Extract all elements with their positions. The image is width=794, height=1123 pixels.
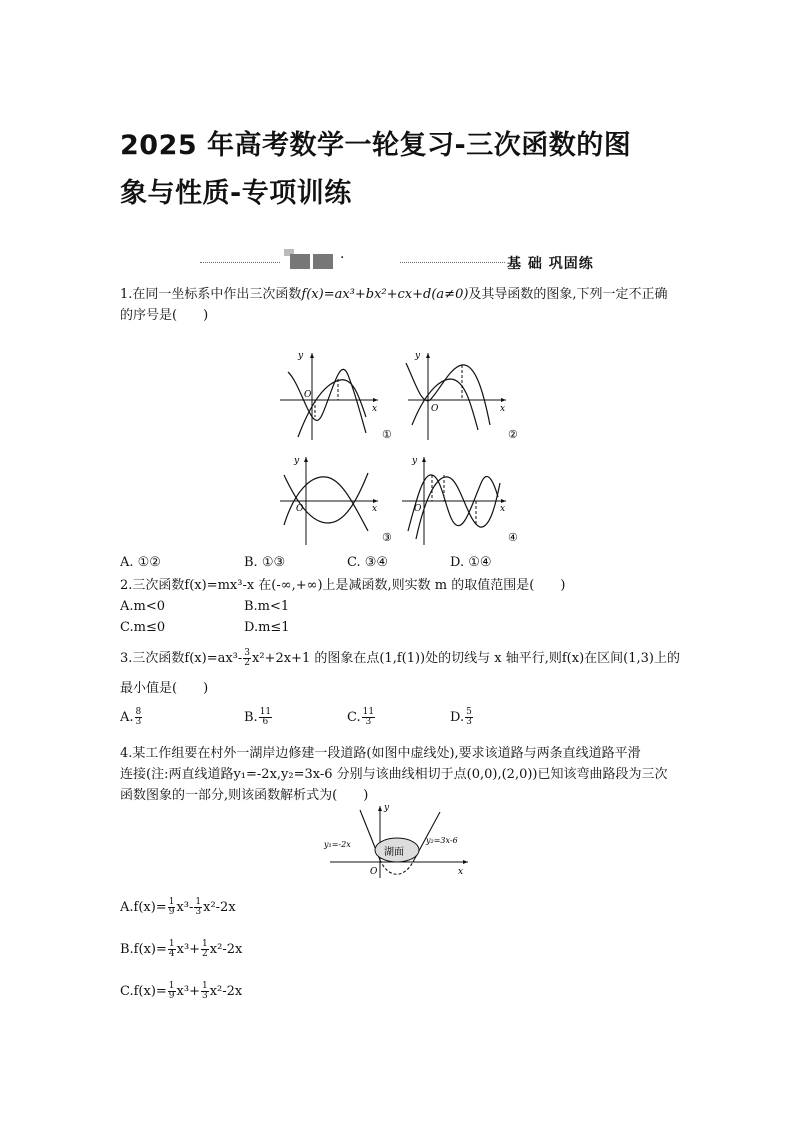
question-1 — [120, 284, 680, 326]
q4-c-frac1 — [168, 982, 176, 1001]
q3-d-prefix: D. — [450, 710, 465, 725]
q4-line-y1: y₁=-2x — [324, 840, 351, 849]
q4-c-prefix: C.f(x)= — [120, 984, 167, 999]
q4-y-label: y — [384, 803, 390, 813]
q4-figure — [320, 800, 480, 882]
q3-d-frac — [465, 708, 473, 727]
figure-4 — [402, 456, 518, 545]
q4-lake-label: 湖面 — [384, 847, 404, 858]
q3-b-prefix: B. — [244, 710, 258, 725]
q2-option-d[interactable]: D.m≤1 — [244, 620, 290, 635]
q4-a-den1: 9 — [168, 907, 175, 917]
q1-text-b: 及其导函数的图象,下列一定不正确的序号是( ) — [120, 287, 668, 323]
q3-frac-den: 2 — [244, 658, 251, 668]
q4-option-c[interactable] — [120, 982, 242, 1001]
fig1-origin: O — [304, 390, 312, 400]
q4-b-tail: x²-2x — [209, 942, 243, 957]
q3-text-c: 最小值是( ) — [120, 681, 209, 696]
q3-a-frac — [135, 708, 143, 727]
q4-line-y2: y₂=3x-6 — [426, 836, 458, 845]
section-marker-block-2 — [313, 254, 333, 269]
fig2-number: ② — [508, 428, 518, 441]
section-marker-block-1 — [290, 254, 310, 269]
q1-option-d[interactable]: D. ①④ — [450, 555, 492, 570]
q3-d-num: 5 — [466, 707, 472, 717]
q1-function: f(x)=ax³+bx²+cx+d(a≠0) — [301, 287, 469, 302]
question-4-line-2: 连接(注:两直线道路y₁=-2x,y₂=3x-6 分别与该曲线相切于点(0,0),(2,0))已知该弯曲路段为三次 — [120, 767, 668, 782]
q4-b-mid: x³+ — [176, 942, 201, 957]
fig2-origin: O — [431, 404, 439, 414]
dotted-divider-left — [200, 262, 280, 263]
section-dot: · — [340, 250, 345, 266]
page-title — [120, 122, 690, 218]
q1-figures — [270, 345, 530, 550]
q3-a-prefix: A. — [120, 710, 134, 725]
fig1-y-label: y — [298, 351, 304, 361]
q4-a-frac2 — [194, 898, 202, 917]
q4-c-den2: 3 — [201, 991, 208, 1001]
q4-b-den1: 4 — [168, 949, 175, 959]
q4-b-num1: 1 — [168, 939, 175, 949]
q4-c-mid: x³+ — [176, 984, 200, 999]
question-2: 2.三次函数f(x)=mx³-x 在(-∞,+∞)上是减函数,则实数 m 的取值范围是( ) — [120, 578, 566, 593]
q3-b-frac — [259, 708, 272, 727]
q4-b-frac1 — [168, 940, 176, 959]
q3-option-b[interactable] — [244, 708, 273, 727]
q3-text-b: x²+2x+1 的图象在点(1,f(1))处的切线与 x 轴平行,则f(x)在区间(1,3)上的 — [252, 651, 680, 666]
q2-option-b[interactable]: B.m<1 — [244, 599, 290, 614]
q1-option-a[interactable]: A. ①② — [120, 555, 161, 570]
section-label: 基 础 巩固练 — [507, 256, 594, 272]
q3-c-prefix: C. — [347, 710, 361, 725]
q3-option-d[interactable] — [450, 708, 474, 727]
title-line-1: 2025 年高考数学一轮复习-三次函数的图 — [120, 130, 632, 161]
q4-a-mid: x³- — [176, 900, 194, 915]
q1-option-b[interactable]: B. ①③ — [244, 555, 286, 570]
q4-origin: O — [370, 867, 378, 877]
q4-c-den1: 9 — [168, 991, 175, 1001]
question-4-line-1: 4.某工作组要在村外一湖岸边修建一段道路(如图中虚线处),要求该道路与两条直线道路平滑 — [120, 746, 641, 761]
q3-c-frac — [362, 708, 375, 727]
figure-1 — [280, 351, 392, 441]
fig3-number: ③ — [382, 531, 392, 544]
fig1-number: ① — [382, 428, 392, 441]
question-3 — [120, 648, 680, 669]
q4-c-num2: 1 — [201, 981, 208, 991]
q3-b-num: 11 — [259, 707, 272, 717]
q4-a-tail: x²-2x — [203, 900, 236, 915]
q4-a-num2: 1 — [195, 897, 202, 907]
fig2-y-label: y — [415, 351, 421, 361]
q3-a-num: 8 — [135, 707, 142, 717]
q3-b-den: 6 — [262, 717, 269, 727]
fig3-y-label: y — [294, 456, 300, 466]
q4-a-prefix: A.f(x)= — [120, 900, 167, 915]
q1-option-c[interactable]: C. ③④ — [347, 555, 389, 570]
fig4-y-label: y — [412, 456, 418, 466]
q2-option-a[interactable]: A.m<0 — [120, 599, 166, 614]
q3-a-den: 3 — [135, 717, 142, 727]
figure-3 — [280, 456, 392, 545]
q4-c-num1: 1 — [168, 981, 175, 991]
q3-frac-num: 3 — [244, 648, 251, 658]
fig4-number: ④ — [508, 531, 518, 544]
q4-c-frac2 — [201, 982, 209, 1001]
section-header — [200, 246, 630, 276]
q3-c-num: 11 — [362, 707, 375, 717]
q4-b-frac2 — [201, 940, 209, 959]
fig2-x-label: x — [500, 404, 506, 414]
q3-option-a[interactable] — [120, 708, 143, 727]
q3-text-a: 3.三次函数f(x)=ax³- — [120, 651, 243, 666]
q4-a-frac1 — [168, 898, 176, 917]
q4-b-num2: 1 — [202, 939, 208, 949]
fig1-x-label: x — [372, 404, 378, 414]
question-4-line-3: 函数图象的一部分,则该函数解析式为( ) — [120, 788, 369, 803]
q4-b-den2: 2 — [202, 949, 208, 959]
title-line-2: 象与性质-专项训练 — [120, 178, 352, 209]
q4-a-den2: 3 — [195, 907, 202, 917]
q3-c-den: 3 — [365, 717, 372, 727]
fig4-x-label: x — [500, 504, 506, 514]
q3-d-den: 3 — [466, 717, 472, 727]
fig4-origin: O — [414, 504, 422, 514]
q4-option-a[interactable] — [120, 898, 236, 917]
q2-option-c[interactable]: C.m≤0 — [120, 620, 166, 635]
fig3-origin: O — [296, 504, 304, 514]
q3-option-c[interactable] — [347, 708, 376, 727]
q4-a-num1: 1 — [168, 897, 175, 907]
q3-fraction — [243, 649, 251, 668]
q1-text-a: 1.在同一坐标系中作出三次函数 — [120, 287, 302, 302]
figure-2 — [406, 351, 518, 441]
q4-b-prefix: B.f(x)= — [120, 942, 167, 957]
q4-c-tail: x²-2x — [209, 984, 243, 999]
q4-x-label: x — [458, 867, 464, 877]
q4-option-b[interactable] — [120, 940, 242, 959]
fig3-x-label: x — [372, 504, 378, 514]
dotted-divider-right — [400, 262, 505, 263]
